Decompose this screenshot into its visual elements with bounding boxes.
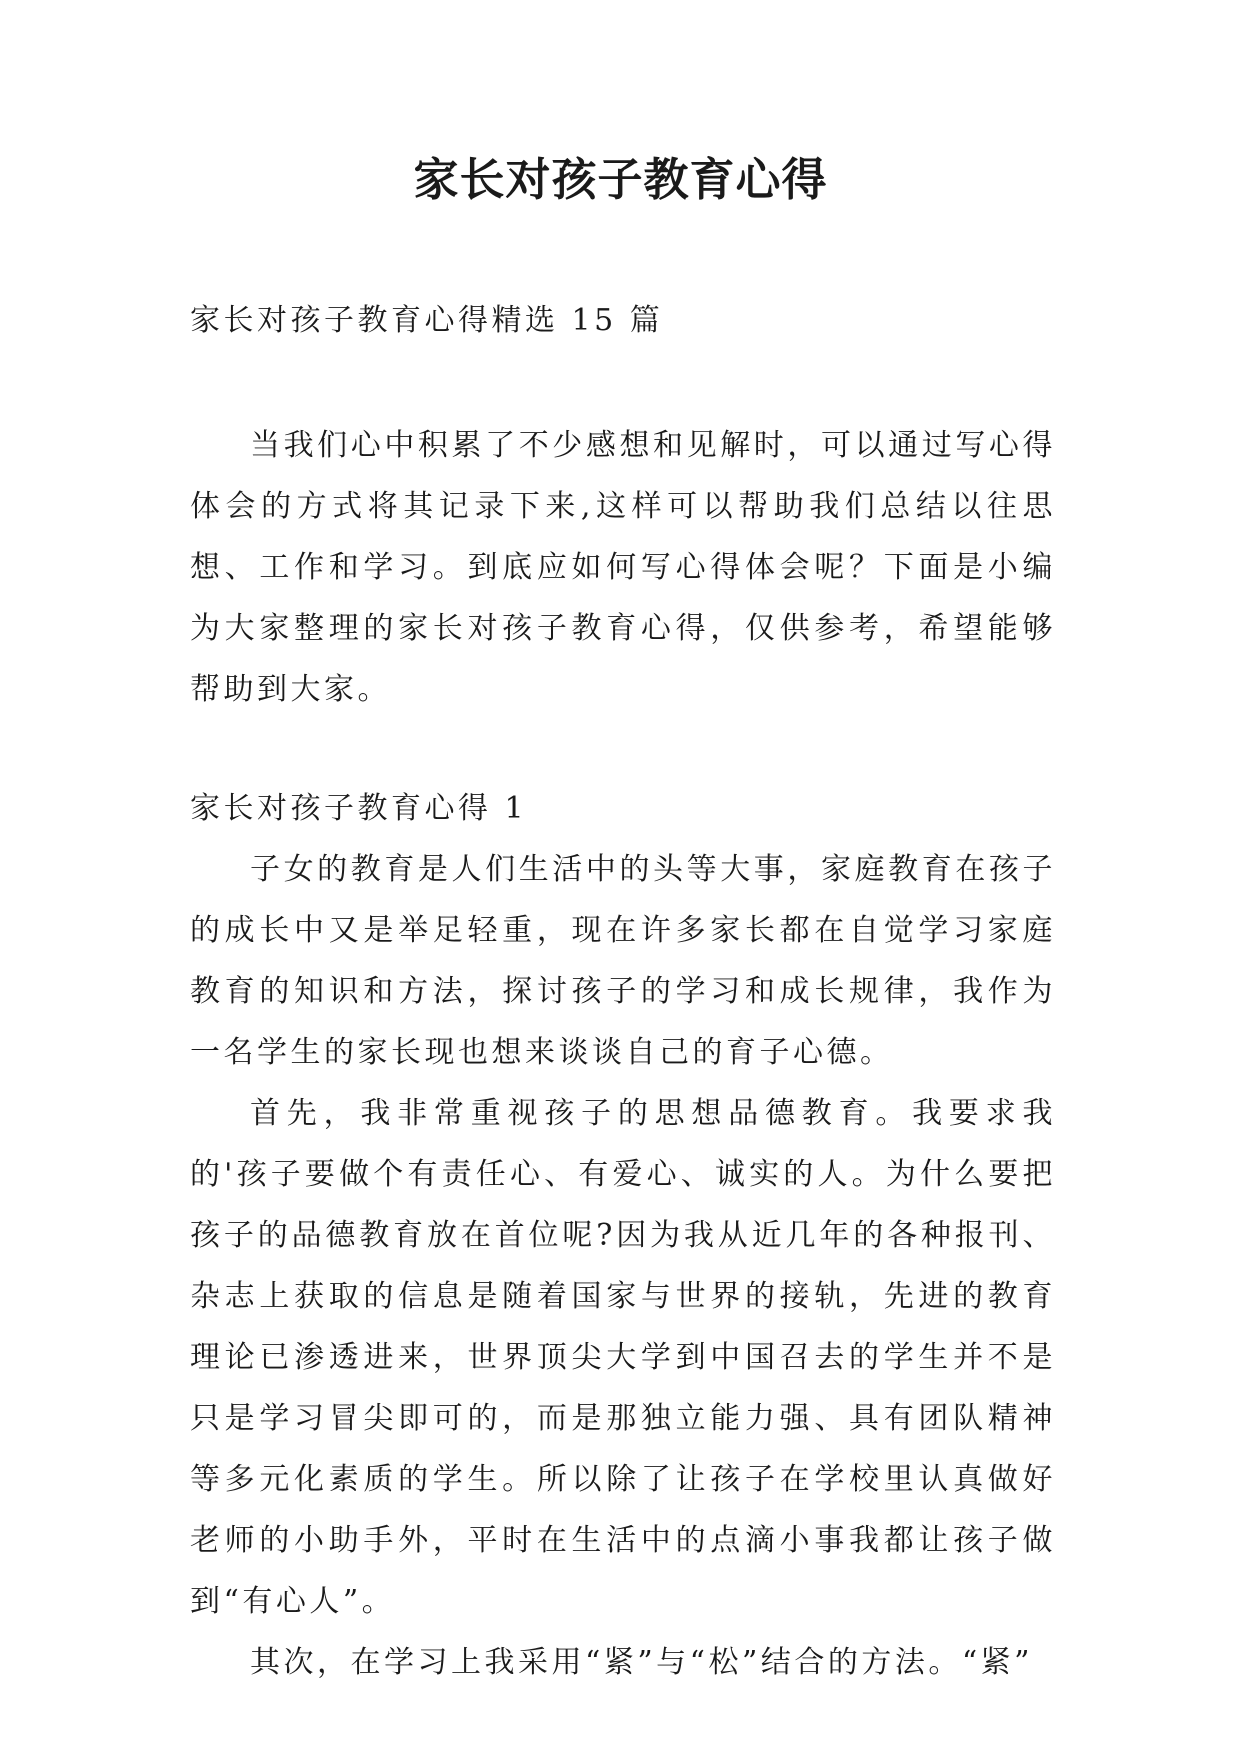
section-heading: 家长对孩子教育心得 1 xyxy=(190,791,528,826)
spacer xyxy=(190,351,1056,415)
spacer xyxy=(190,720,1056,778)
document-subtitle: 家长对孩子教育心得精选 15 篇 xyxy=(190,303,664,338)
intro-paragraph: 当我们心中积累了不少感想和见解时，可以通过写心得体会的方式将其记录下来,这样可以帮助我们总结以往思想、工作和学习。到底应如何写心得体会呢？下面是小编为大家整理的家长对孩子教育心得，仅供参考，希望能够帮助到大家。 xyxy=(190,428,1056,707)
document-title: 家长对孩子教育心得 xyxy=(413,153,828,206)
body-paragraph: 其次，在学习上我采用“紧”与“松”结合的方法。“紧” xyxy=(250,1645,1034,1680)
body-paragraph: 首先，我非常重视孩子的思想品德教育。我要求我的'孩子要做个有责任心、有爱心、诚实的人。为什么要把孩子的品德教育放在首位呢?因为我从近几年的各种报刊、杂志上获取的信息是随着国家与世界的接轨，先进的教育理论已渗透进来，世界顶尖大学到中国召去的学生并不是只是学习冒尖即可的，而是那独立能力强、具有团队精神等多元化素质的学生。所以除了让孩子在学校里认真做好老师的小助手外，平时在生活中的点滴小事我都让孩子做到“有心人”。 xyxy=(190,1096,1056,1619)
document-body xyxy=(190,290,1056,1693)
body-paragraph: 子女的教育是人们生活中的头等大事，家庭教育在孩子的成长中又是举足轻重，现在许多家长都在自觉学习家庭教育的知识和方法，探讨孩子的学习和成长规律，我作为一名学生的家长现也想来谈谈自己的育子心德。 xyxy=(190,852,1056,1070)
